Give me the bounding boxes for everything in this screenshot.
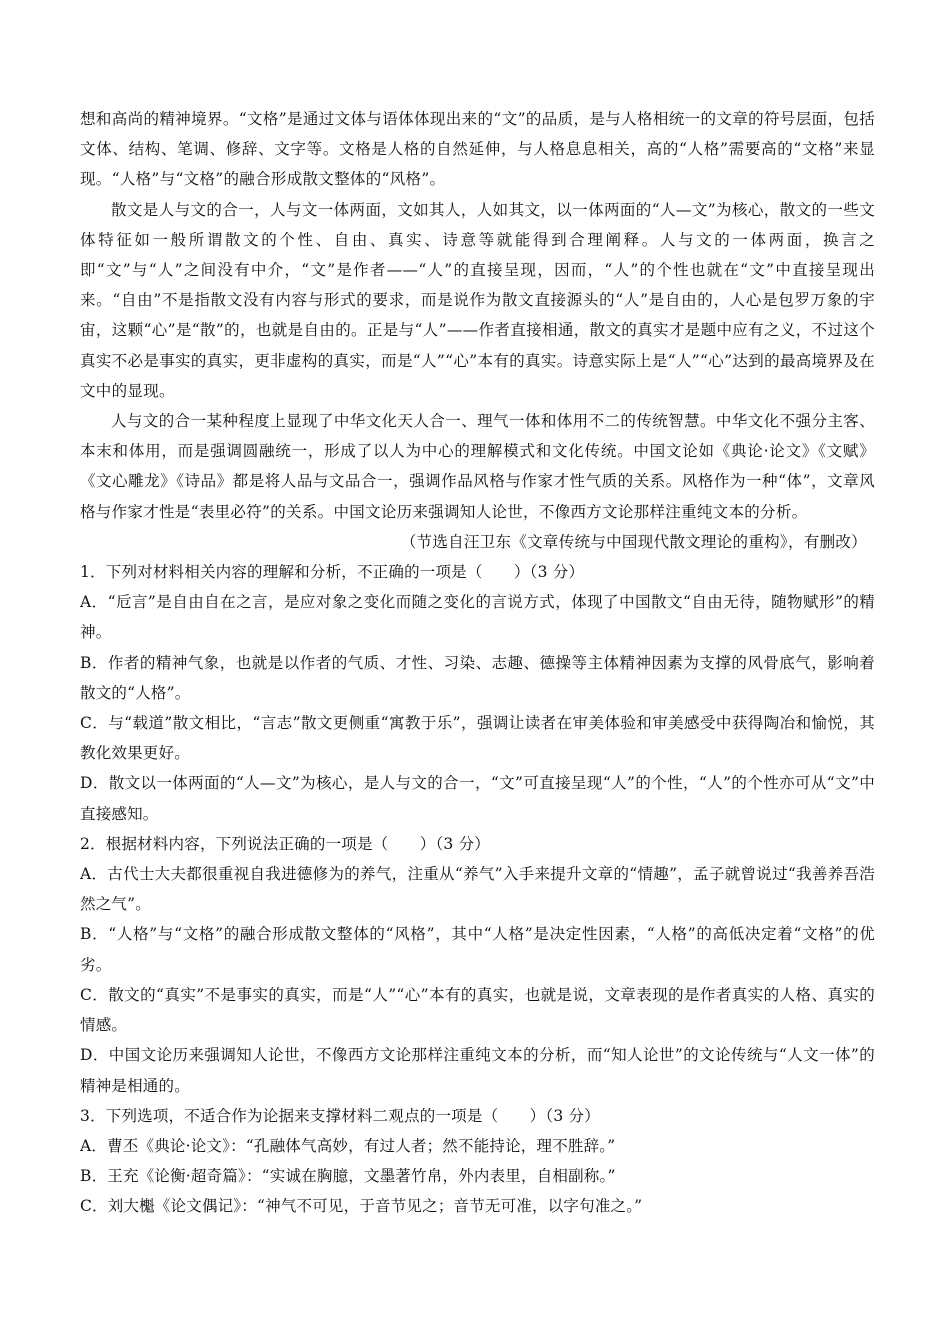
option-b: B．王充《论衡·超奇篇》：“实诚在胸臆，文墨著竹帛，外内表里，自相副称。” [80,1167,616,1186]
option-b: B．“人格”与“文格”的融合形成散文整体的“风格”，其中“人格”是决定性因素，“人格”的高低决定着“文格”的优劣。 [80,925,875,974]
passage-paragraph-1: 想和高尚的精神境界。“文格”是通过文体与语体体现出来的“文”的品质，是与人格相统一的文章的符号层面，包括文体、结构、笔调、修辞、文字等。文格是人格的自然延伸，与人格息息相关，高的“人格”需要高的“文格”来显现。“人格”与“文格”的融合形成散文整体的“风格”。 [80,110,875,189]
question-1 [80,557,875,829]
option-a: A．曹丕《典论·论文》：“孔融体气高妙，有过人者；然不能持论，理不胜辞。” [80,1136,616,1155]
question-stem: 3．下列选项，不适合作为论据来支撑材料二观点的一项是（ ）（3 分） [80,1106,600,1125]
option-c: C．散文的“真实”不是事实的真实，而是“人”“心”本有的真实，也就是说，文章表现的是作者真实的人格、真实的情感。 [80,985,875,1035]
passage-paragraph-3: 人与文的合一某种程度上显现了中华文化天人合一、理气一体和体用不二的传统智慧。中华文化不强分主客、本末和体用，而是强调圆融统一，形成了以人为中心的理解模式和文化传统。中国文论如《典论·论文》《文赋》《文心雕龙》《诗品》都是将人品与文品合一，强调作品风格与作家才性气质的关系。风格作为一种“体”，文章风格与作家才性是“表里必符”的关系。中国文论历来强调知人论世，不像西方文论那样注重纯文本的分析。 [80,412,875,521]
question-3 [80,1101,875,1222]
option-c: C．与“载道”散文相比，“言志”散文更侧重“寓教于乐”，强调让读者在审美体验和审美感受中获得陶冶和愉悦，其教化效果更好。 [80,714,875,763]
passage-paragraph-2: 散文是人与文的合一，人与文一体两面，文如其人，人如其文，以一体两面的“人—文”为核心，散文的一些文体特征如一般所谓散文的个性、自由、真实、诗意等就能得到合理阐释。人与文的一体两面，换言之即“文”与“人”之间没有中介，“文”是作者——“人”的直接呈现，因而，“人”的个性也就在“文”中直接呈现出来。“自由”不是指散文没有内容与形式的要求，而是说作为散文直接源头的“人”是自由的，人心是包罗万象的宇宙，这颗“心”是“散”的，也就是自由的。正是与“人”——作者直接相通，散文的真实才是题中应有之义，不过这个真实不必是事实的真实，更非虚构的真实，而是“人”“心”本有的真实。诗意实际上是“人”“心”达到的最高境界及在文中的显现。 [80,200,875,400]
passage-source: （节选自汪卫东《文章传统与中国现代散文理论的重构》，有删改） [400,532,867,551]
question-2 [80,829,875,1101]
question-stem: 2．根据材料内容，下列说法正确的一项是（ ）（3 分） [80,834,491,853]
option-b: B．作者的精神气象，也就是以作者的气质、才性、习染、志趣、德操等主体精神因素为支撑的风骨底气，影响着散文的“人格”。 [80,653,875,702]
exam-page [80,104,875,1222]
question-stem: 1．下列对材料相关内容的理解和分析，不正确的一项是（ ）（3 分） [80,563,585,582]
option-d: D．散文以一体两面的“人—文”为核心，是人与文的合一，“文”可直接呈现“人”的个性，“人”的个性亦可从“文”中直接感知。 [80,774,875,823]
option-d: D．中国文论历来强调知人论世，不像西方文论那样注重纯文本的分析，而“知人论世”的文论传统与“人文一体”的精神是相通的。 [80,1046,875,1095]
option-a: A．“卮言”是自由自在之言，是应对象之变化而随之变化的言说方式，体现了中国散文“自由无待，随物赋形”的精神。 [80,593,875,642]
option-a: A．古代士大夫都很重视自我进德修为的养气，注重从“养气”入手来提升文章的“情趣”，孟子就曾说过“我善养吾浩然之气”。 [80,865,875,914]
option-c: C．刘大櫆《论文偶记》：“神气不可见，于音节见之；音节无可准，以字句准之。” [80,1197,643,1216]
